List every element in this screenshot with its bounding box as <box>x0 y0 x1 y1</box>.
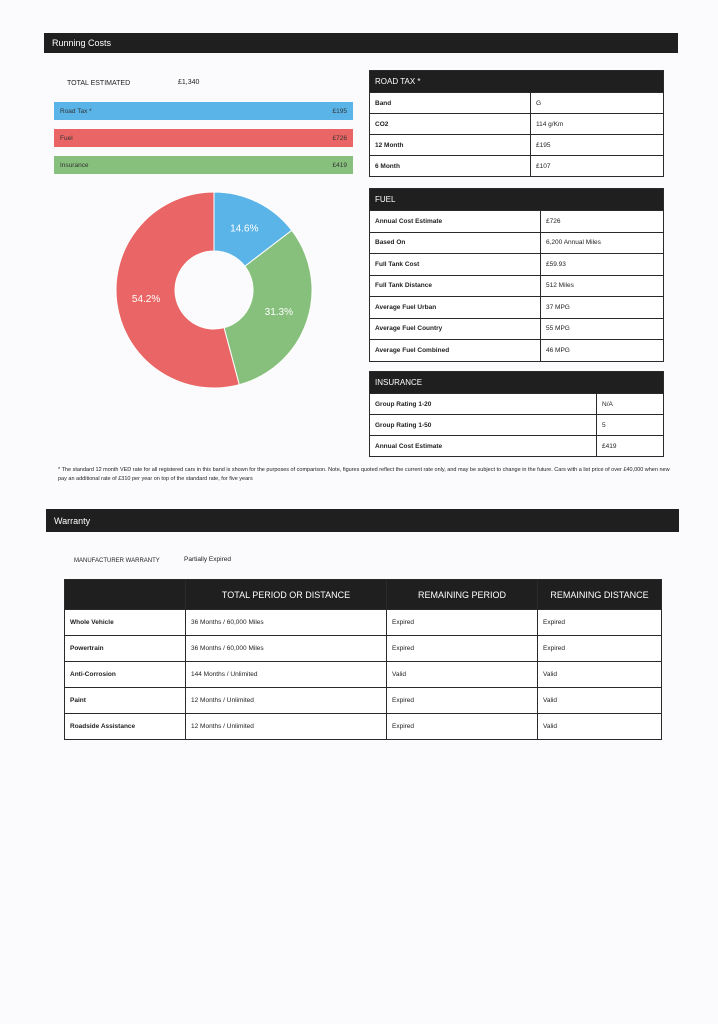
road-tax-band-value: G <box>531 93 664 114</box>
table-row <box>65 688 662 714</box>
insurance-row-value: £419 <box>597 436 664 457</box>
road-tax-co2-value: 114 g/Km <box>531 114 664 135</box>
warranty-header-remaining-distance: REMAINING DISTANCE <box>538 580 662 610</box>
insurance-cost-bar <box>54 156 353 174</box>
table-row <box>65 714 662 740</box>
warranty-remaining-period: Expired <box>387 610 538 636</box>
running-costs-donut-chart <box>104 180 324 400</box>
fuel-row-label: Average Fuel Country <box>370 318 541 340</box>
warranty-remaining-distance: Expired <box>538 636 662 662</box>
fuel-row-value: 6,200 Annual Miles <box>541 232 664 254</box>
warranty-remaining-period: Valid <box>387 662 538 688</box>
insurance-table <box>369 371 664 457</box>
warranty-total: 12 Months / Unlimited <box>186 714 387 740</box>
road-tax-12month-label: 12 Month <box>370 135 531 156</box>
fuel-table <box>369 188 664 362</box>
manufacturer-warranty-status: Partially Expired <box>184 556 231 563</box>
fuel-cost-bar <box>54 129 353 147</box>
fuel-row-value: £726 <box>541 211 664 233</box>
manufacturer-warranty-label: MANUFACTURER WARRANTY <box>74 558 160 564</box>
warranty-header-remaining-period: REMAINING PERIOD <box>387 580 538 610</box>
fuel-row-label: Full Tank Distance <box>370 275 541 297</box>
warranty-title: Warranty <box>54 515 91 526</box>
table-row <box>65 662 662 688</box>
warranty-header <box>46 509 679 532</box>
warranty-remaining-distance: Valid <box>538 688 662 714</box>
insurance-cost-label: Insurance <box>60 161 89 169</box>
warranty-total: 12 Months / Unlimited <box>186 688 387 714</box>
warranty-component: Whole Vehicle <box>65 610 186 636</box>
total-estimated-label: TOTAL ESTIMATED <box>67 80 131 87</box>
warranty-table <box>64 579 662 740</box>
insurance-row-label: Group Rating 1-50 <box>370 415 597 436</box>
warranty-remaining-period: Expired <box>387 688 538 714</box>
warranty-total: 36 Months / 60,000 Miles <box>186 636 387 662</box>
fuel-row-value: 512 Miles <box>541 275 664 297</box>
insurance-row-label: Group Rating 1-20 <box>370 394 597 415</box>
fuel-row-value: 37 MPG <box>541 297 664 319</box>
warranty-remaining-period: Expired <box>387 636 538 662</box>
warranty-remaining-distance: Expired <box>538 610 662 636</box>
warranty-component: Anti-Corrosion <box>65 662 186 688</box>
insurance-cost-value: £419 <box>332 161 347 169</box>
road-tax-6month-label: 6 Month <box>370 156 531 177</box>
running-costs-title: Running Costs <box>52 38 112 48</box>
road-tax-6month-value: £107 <box>531 156 664 177</box>
warranty-total: 36 Months / 60,000 Miles <box>186 610 387 636</box>
road-tax-cost-value: £195 <box>332 107 347 115</box>
warranty-component: Powertrain <box>65 636 186 662</box>
fuel-row-label: Average Fuel Combined <box>370 340 541 362</box>
total-estimated-value: £1,340 <box>178 79 200 86</box>
table-row <box>65 636 662 662</box>
fuel-row-value: 55 MPG <box>541 318 664 340</box>
road-tax-co2-label: CO2 <box>370 114 531 135</box>
fuel-row-label: Full Tank Cost <box>370 254 541 276</box>
warranty-remaining-period: Expired <box>387 714 538 740</box>
warranty-total: 144 Months / Unlimited <box>186 662 387 688</box>
insurance-row-value: 5 <box>597 415 664 436</box>
running-costs-header <box>44 33 678 53</box>
fuel-title: FUEL <box>370 189 664 211</box>
fuel-row-label: Based On <box>370 232 541 254</box>
road-tax-12month-value: £195 <box>531 135 664 156</box>
insurance-title: INSURANCE <box>370 372 664 394</box>
warranty-remaining-distance: Valid <box>538 714 662 740</box>
insurance-row-label: Annual Cost Estimate <box>370 436 597 457</box>
fuel-cost-value: £726 <box>332 134 347 142</box>
road-tax-band-label: Band <box>370 93 531 114</box>
road-tax-table <box>369 70 664 177</box>
warranty-header-total: TOTAL PERIOD OR DISTANCE <box>186 580 387 610</box>
fuel-row-label: Annual Cost Estimate <box>370 211 541 233</box>
warranty-header-blank <box>65 580 186 610</box>
road-tax-cost-bar <box>54 102 353 120</box>
fuel-row-label: Average Fuel Urban <box>370 297 541 319</box>
table-row <box>65 610 662 636</box>
warranty-component: Roadside Assistance <box>65 714 186 740</box>
warranty-remaining-distance: Valid <box>538 662 662 688</box>
donut-label-2: 31.3% <box>264 307 294 319</box>
fuel-row-value: 46 MPG <box>541 340 664 362</box>
fuel-row-value: £59.93 <box>541 254 664 276</box>
donut-label-3: 54.2% <box>131 293 161 305</box>
insurance-row-value: N/A <box>597 394 664 415</box>
fuel-cost-label: Fuel <box>60 134 73 142</box>
warranty-component: Paint <box>65 688 186 714</box>
road-tax-footnote: * The standard 12 month VED rate for all registered cars in this band is shown for the purposes of comparison. Note, figures quoted reflect the current rate only, and may be subject to change in the future. Cars with a list price of over £40,000 when new pay an additional rate of £310 per year on top of the standard rate, for five years <box>58 467 670 482</box>
road-tax-cost-label: Road Tax * <box>60 107 92 115</box>
road-tax-title: ROAD TAX * <box>370 71 664 93</box>
donut-label-1: 14.6% <box>230 223 259 235</box>
